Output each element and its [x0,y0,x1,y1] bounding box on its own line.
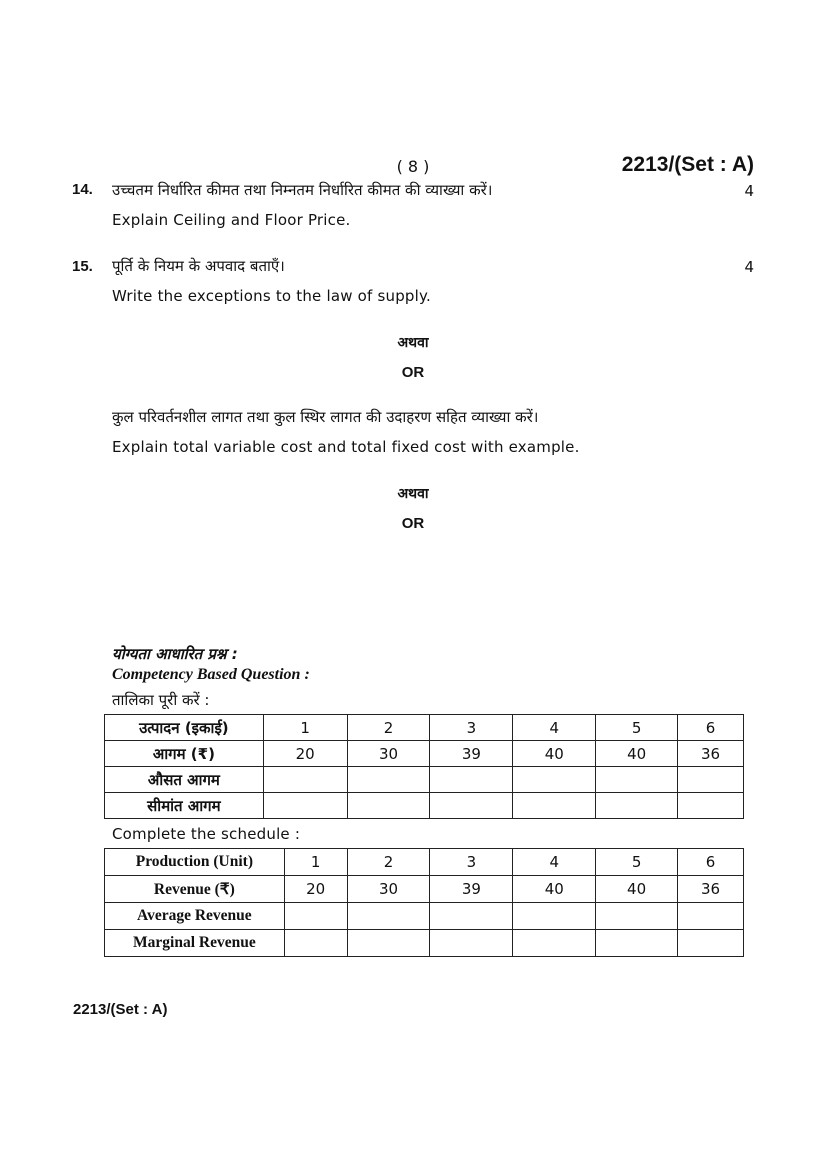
alternative-english: Explain total variable cost and total fixed cost with example. [112,438,580,456]
table-cell: 30 [347,741,430,767]
question-14-marks: 4 [744,182,754,200]
table-cell [513,903,596,930]
or-hindi-2: अथवा [397,486,429,502]
table-cell [678,903,744,930]
table-cell: 2 [347,849,430,876]
table-cell: 4 [513,849,596,876]
table-cell [430,767,513,793]
table-cell: 3 [430,849,513,876]
or-english-1: OR [401,364,425,381]
table-cell [263,793,347,819]
table-cell: 5 [596,715,678,741]
table-row [105,715,744,741]
table-cell [284,930,347,957]
table-row [105,849,744,876]
question-number-15: 15. [72,258,93,275]
table-cell [678,793,744,819]
table-cell [430,903,513,930]
question-15-hindi: पूर्ति के नियम के अपवाद बताएँ। [112,257,285,275]
table-cell [513,793,596,819]
question-14-hindi: उच्चतम निर्धारित कीमत तथा निम्नतम निर्धारित कीमत की व्याख्या करें। [112,181,493,199]
table-cell [263,767,347,793]
table-cell [513,930,596,957]
row-label: Marginal Revenue [105,930,285,957]
table-cell: 40 [596,876,678,903]
table-row [105,741,744,767]
table-cell [347,793,430,819]
row-label: उत्पादन (इकाई) [105,715,264,741]
table-cell: 20 [263,741,347,767]
page-number: ( 8 ) [396,157,430,176]
table-cell [430,793,513,819]
schedule-table-english [104,848,744,957]
table-cell [596,930,678,957]
row-label: सीमांत आगम [105,793,264,819]
table-cell: 2 [347,715,430,741]
table-cell [596,793,678,819]
table-cell [347,767,430,793]
row-label: आगम (₹) [105,741,264,767]
table-cell [347,903,430,930]
table-cell [678,930,744,957]
table-cell: 3 [430,715,513,741]
table-row [105,930,744,957]
table-cell: 5 [596,849,678,876]
table-cell: 6 [678,849,744,876]
table-cell: 40 [513,876,596,903]
table-cell [430,930,513,957]
schedule-table-hindi [104,714,744,819]
table-cell: 30 [347,876,430,903]
row-label: Revenue (₹) [105,876,285,903]
table-cell: 4 [513,715,596,741]
or-english-2: OR [401,515,425,532]
table-cell [284,903,347,930]
instruction-hindi: तालिका पूरी करें : [112,691,210,709]
table-cell [596,767,678,793]
table-cell: 36 [678,741,744,767]
table-cell: 40 [513,741,596,767]
paper-code-footer: 2213/(Set : A) [73,1001,168,1018]
table-cell: 1 [284,849,347,876]
table-row [105,876,744,903]
table-row [105,793,744,819]
row-label: Average Revenue [105,903,285,930]
row-label: Production (Unit) [105,849,285,876]
table-cell [596,903,678,930]
table-cell [513,767,596,793]
table-cell: 39 [430,741,513,767]
table-row [105,767,744,793]
competency-heading-hindi: योग्यता आधारित प्रश्न : [112,645,238,663]
table-cell: 6 [678,715,744,741]
question-number-14: 14. [72,181,93,198]
table-cell: 36 [678,876,744,903]
question-14-english: Explain Ceiling and Floor Price. [112,211,351,229]
table-cell [347,930,430,957]
table-cell: 39 [430,876,513,903]
paper-code-header: 2213/(Set : A) [621,153,754,176]
table-cell: 20 [284,876,347,903]
row-label: औसत आगम [105,767,264,793]
or-hindi-1: अथवा [397,335,429,351]
table-cell: 1 [263,715,347,741]
alternative-hindi: कुल परिवर्तनशील लागत तथा कुल स्थिर लागत की उदाहरण सहित व्याख्या करें। [112,408,539,426]
table-cell: 40 [596,741,678,767]
table-cell [678,767,744,793]
question-15-english: Write the exceptions to the law of supply. [112,287,431,305]
table-row [105,903,744,930]
competency-heading-english: Competency Based Question : [112,666,310,683]
question-15-marks: 4 [744,258,754,276]
instruction-english: Complete the schedule : [112,825,301,843]
